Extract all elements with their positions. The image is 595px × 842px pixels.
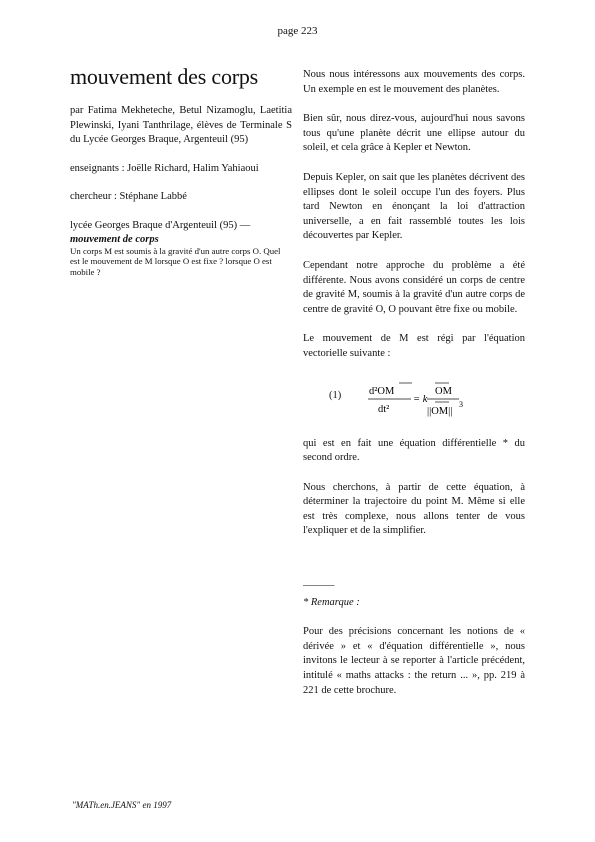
equation-denominator: dt² bbox=[378, 403, 390, 415]
paragraph-2: Bien sûr, nous direz-vous, aujourd'hui nous savons tous qu'une planète décrit une ellipse autour du soleil, et cela grâce à Kepler et Newton. bbox=[303, 113, 525, 154]
summary-title: mouvement de corps bbox=[70, 233, 159, 245]
equation-block bbox=[303, 377, 525, 421]
remark-text: Pour des précisions concernant les notions de « dérivée » et « d'équation différentielle », nous invitons le lecteur à se reporter à l'article précédent, intitulé « maths attacks : the return ... », pp. 219 à 221 de cette brochure. bbox=[303, 626, 525, 696]
teachers-text: enseignants : Joëlle Richard, Halim Yahiaoui bbox=[70, 162, 259, 174]
paragraph-4: Cependant notre approche du problème a été différente. Nous avons considéré un corps de centre de gravité M, soumis à la gravité d'un autre corps de centre de gravité O, O pouvant être fixe ou mobile. bbox=[303, 259, 525, 315]
equation-numerator: d²OM bbox=[369, 385, 395, 397]
summary-text: Un corps M est soumis à la gravité d'un autre corps O. Quel est le mouvement de M lorsque O est fixe ? lorsque O est mobile ? bbox=[70, 245, 281, 277]
paragraph-1: Nous nous intéressons aux mouvements des corps. Un exemple en est le mouvement des planètes. bbox=[303, 69, 525, 95]
equation-exponent: 3 bbox=[459, 399, 463, 409]
researcher-text: chercheur : Stéphane Labbé bbox=[70, 191, 187, 203]
paragraph-5: Le mouvement de M est régi par l'équation vectorielle suivante : bbox=[303, 333, 525, 359]
paragraph-3: Depuis Kepler, on sait que les planètes décrivent des ellipses dont le soleil occupe l'un des foyers. Plus tard Newton en énonçant la loi d'attraction universelle, a en fait rassemblé toutes les lois découvertes par Kepler. bbox=[303, 171, 525, 242]
authors-text: par Fatima Mekheteche, Betul Nizamoglu, Laetitia Plewinski, Iyani Tanthrilage, élèves de Terminale S du Lycée Georges Braque, Argenteuil (95) bbox=[70, 105, 292, 146]
footer-text: "MATh.en.JEANS" en 1997 bbox=[72, 800, 172, 810]
paragraph-7: Nous cherchons, à partir de cette équation, à déterminer la trajectoire du point M. Même si elle est très complexe, nous allons tenter de vous l'expliquer et de la simplifier. bbox=[303, 481, 525, 537]
paragraph-6: qui est en fait une équation différentielle * du second ordre. bbox=[303, 437, 525, 464]
school-text: lycée Georges Braque d'Argenteuil (95) — bbox=[70, 219, 251, 231]
equation-rhs-denominator: ||OM|| bbox=[427, 405, 453, 417]
equation-equals-k: = k bbox=[413, 393, 428, 405]
equation-formula bbox=[365, 377, 475, 421]
left-column bbox=[70, 64, 292, 277]
remark-label: * Remarque : bbox=[303, 596, 360, 608]
right-column bbox=[303, 68, 525, 713]
page-number: page 223 bbox=[277, 25, 318, 37]
equation-rhs-numerator: OM bbox=[435, 385, 452, 397]
article-title: mouvement des corps bbox=[70, 64, 259, 89]
equation-label: (1) bbox=[329, 389, 342, 401]
footnote-separator: ——— bbox=[303, 580, 335, 592]
